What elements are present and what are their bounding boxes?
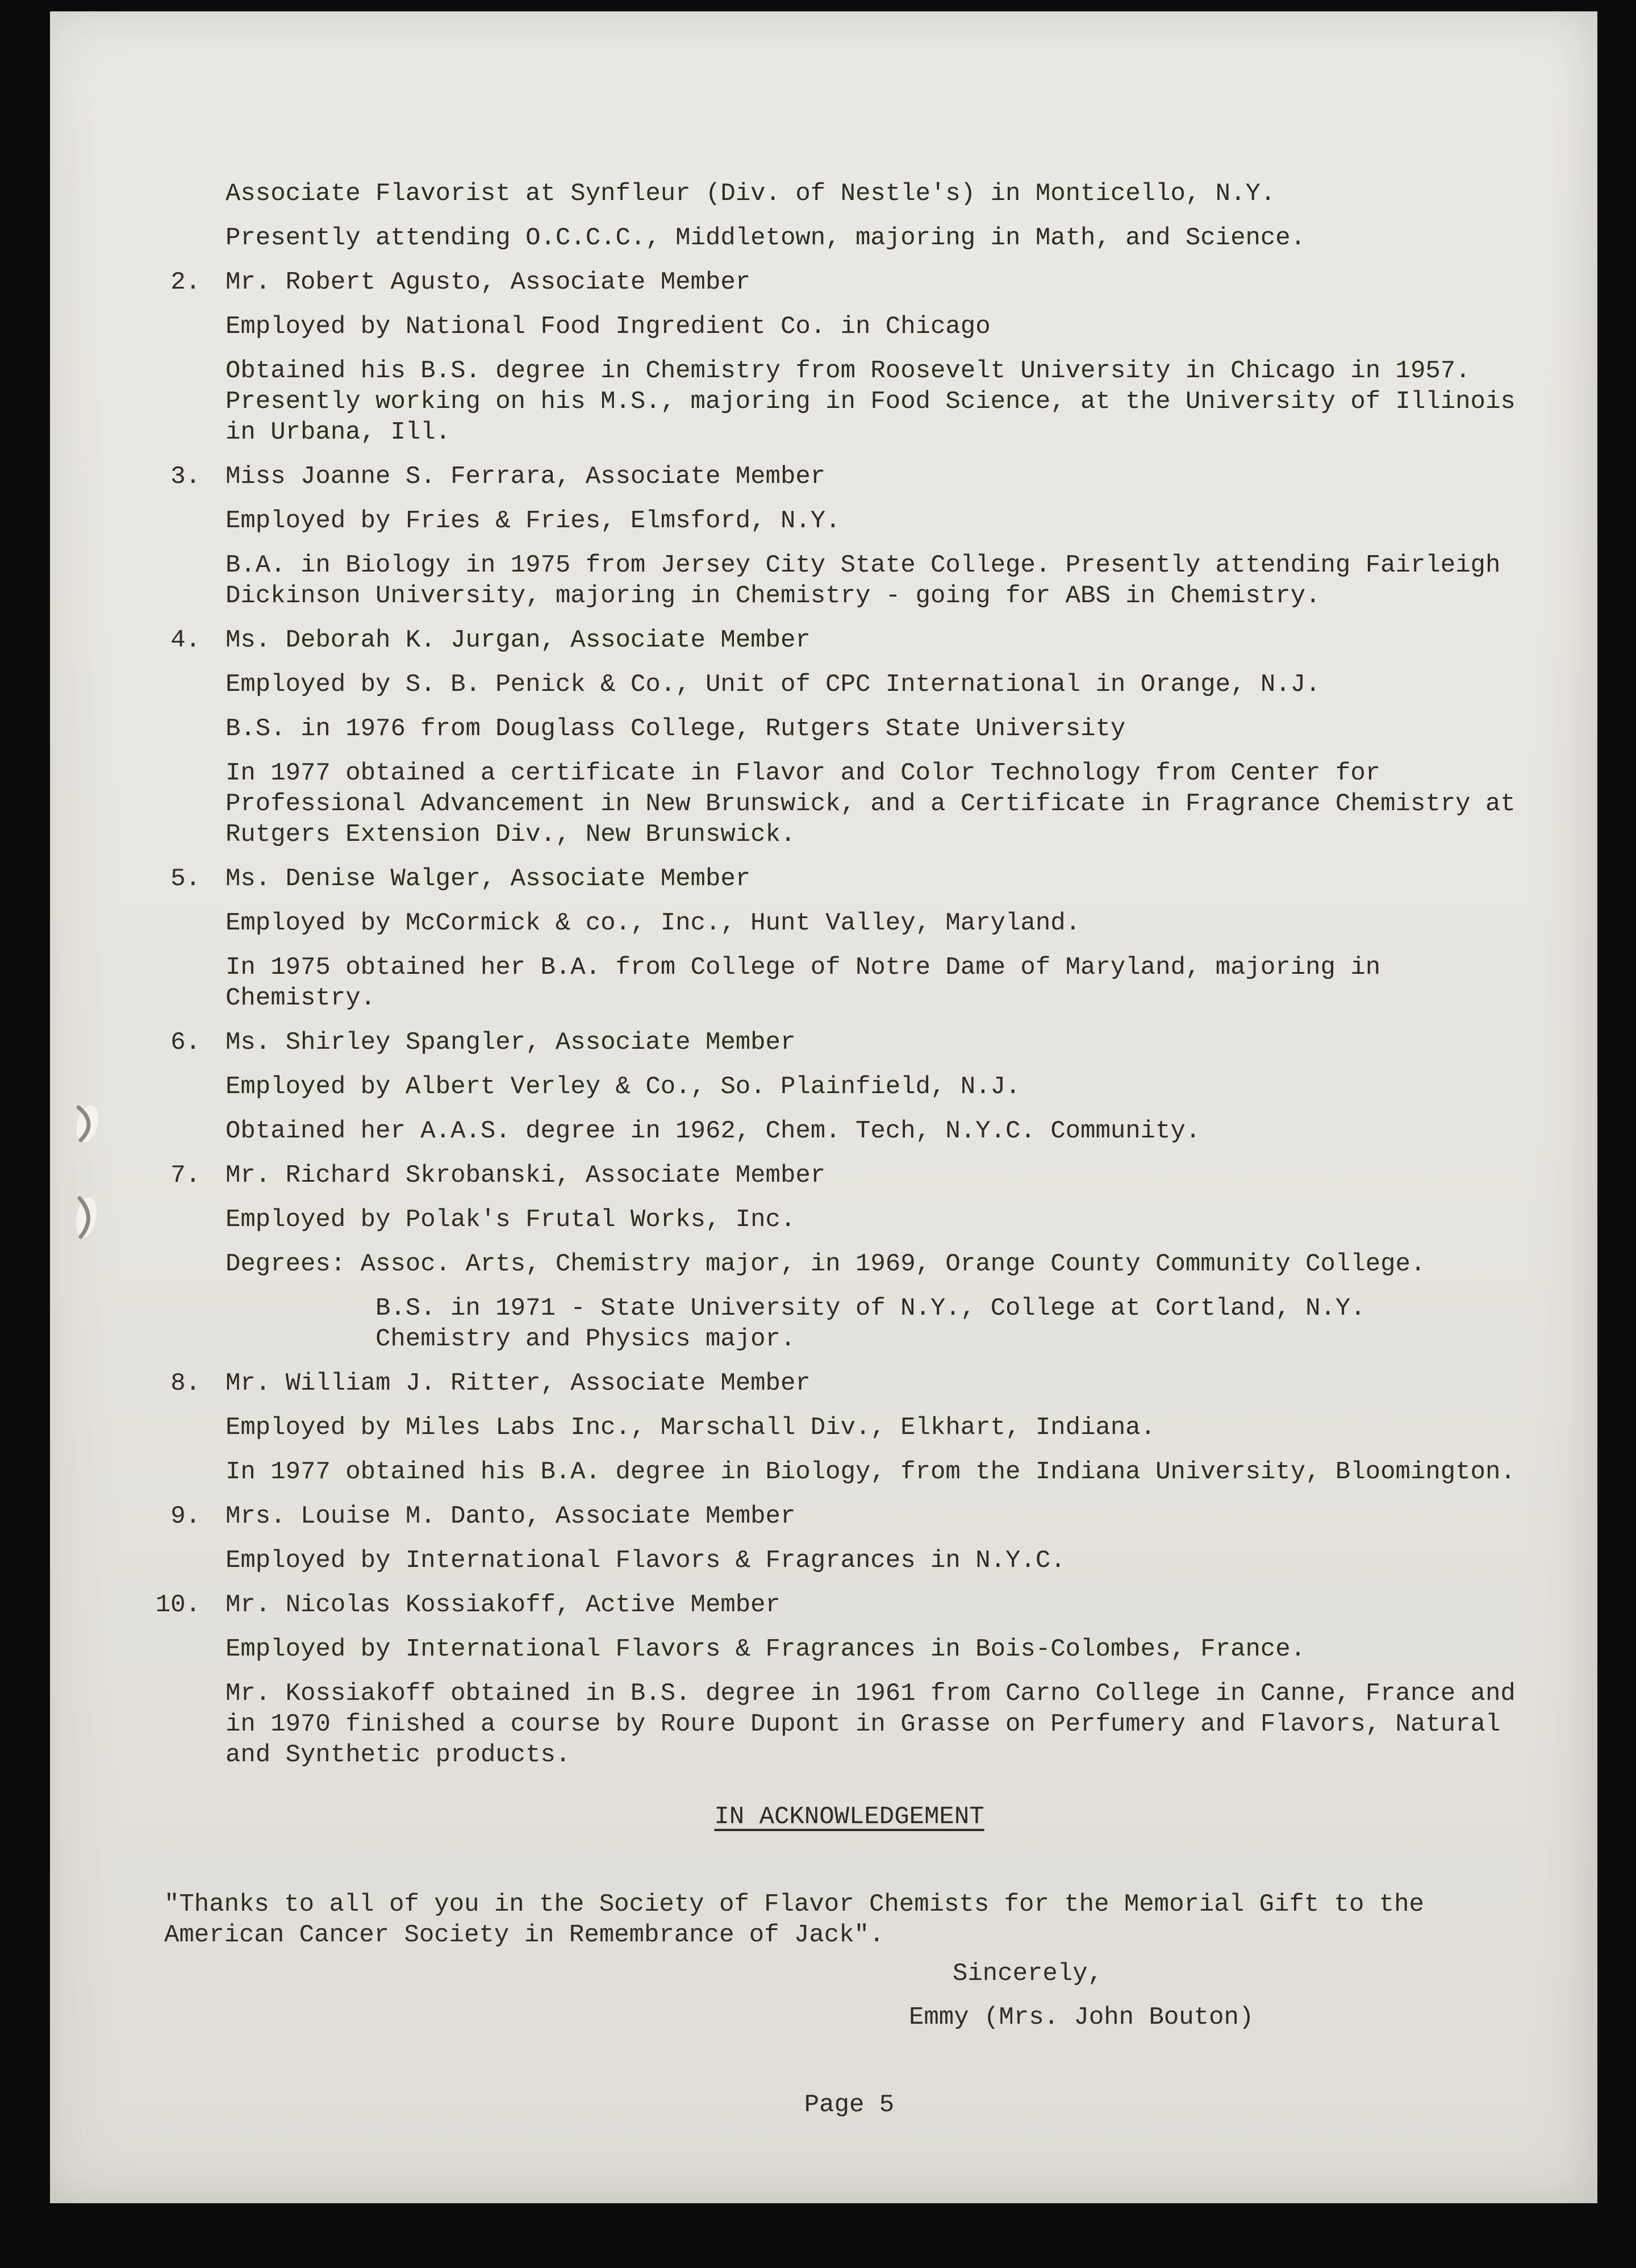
member-name-line: Mrs. Louise M. Danto, Associate Member	[226, 1502, 796, 1531]
member-number: 3.	[170, 462, 201, 491]
member-entry	[155, 1590, 1534, 1770]
member-paragraph: Employed by National Food Ingredient Co. in Chicago	[226, 312, 991, 341]
member-paragraph: B.S. in 1971 - State University of N.Y., College at Cortland, N.Y.	[375, 1294, 1366, 1323]
member-paragraph: In 1977 obtained his B.A. degree in Biology, from the Indiana University, Bloomington.	[226, 1458, 1516, 1486]
member-paragraph: Employed by McCormick & co., Inc., Hunt Valley, Maryland.	[226, 909, 1081, 937]
member-paragraph: Degrees: Assoc. Arts, Chemistry major, in 1969, Orange County Community College.	[226, 1250, 1426, 1278]
member-paragraph: B.A. in Biology in 1975 from Jersey City State College. Presently attending Fairleigh Dickinson University, majoring in Chemistry - going for ABS in Chemistry.	[226, 551, 1501, 610]
member-name-line: Mr. Richard Skrobanski, Associate Member	[226, 1161, 826, 1190]
member-paragraph: B.S. in 1976 from Douglass College, Rutgers State University	[226, 715, 1126, 743]
member-number: 4.	[170, 626, 201, 654]
member-entry	[170, 625, 1534, 850]
continuation-line: Presently attending O.C.C.C., Middletown, majoring in Math, and Science.	[226, 224, 1306, 252]
member-paragraph: In 1977 obtained a certificate in Flavor and Color Technology from Center for Professional Advancement in New Brunswick, and a Certificate in Fragrance Chemistry at Rutgers Extension Div., New Brunswick.	[226, 759, 1516, 849]
continuation-block	[226, 178, 1534, 253]
member-number: 5.	[170, 865, 201, 893]
member-paragraph: Employed by Albert Verley & Co., So. Plainfield, N.J.	[226, 1073, 1021, 1101]
acknowledgement-body: "Thanks to all of you in the Society of Flavor Chemists for the Memorial Gift to the American Cancer Society in Remembrance of Jack".	[164, 1890, 1424, 1949]
signoff-text: Sincerely,	[953, 1960, 1103, 1988]
member-entry	[170, 1027, 1534, 1146]
member-paragraph: Employed by Polak's Frutal Works, Inc.	[226, 1206, 796, 1234]
page-content	[155, 178, 1534, 2134]
member-name-line: Ms. Deborah K. Jurgan, Associate Member	[226, 626, 811, 654]
member-entry	[170, 1501, 1534, 1576]
member-name-line: Mr. William J. Ritter, Associate Member	[226, 1369, 811, 1398]
continuation-line: Associate Flavorist at Synfleur (Div. of Nestle's) in Monticello, N.Y.	[226, 180, 1276, 208]
member-number: 7.	[170, 1161, 201, 1190]
member-paragraph: Employed by International Flavors & Fragrances in Bois-Colombes, France.	[226, 1635, 1306, 1664]
member-paragraph: In 1975 obtained her B.A. from College of Notre Dame of Maryland, majoring in Chemistry.	[226, 953, 1381, 1012]
member-paragraph: Mr. Kossiakoff obtained in B.S. degree in 1961 from Carno College in Canne, France and in 1970 finished a course by Roure Dupont in Grasse on Perfumery and Flavors, Natural and Synthetic products.	[226, 1679, 1516, 1769]
acknowledgement-section	[164, 1802, 1534, 2120]
member-entry	[170, 1368, 1534, 1487]
member-number: 10.	[155, 1591, 201, 1619]
member-paragraph: Employed by S. B. Penick & Co., Unit of CPC International in Orange, N.J.	[226, 670, 1321, 699]
member-entry	[170, 1160, 1534, 1354]
document-page	[50, 11, 1597, 2203]
page-number: Page 5	[804, 2091, 895, 2119]
member-entry	[170, 461, 1534, 611]
member-name-line: Ms. Shirley Spangler, Associate Member	[226, 1028, 796, 1057]
member-number: 8.	[170, 1369, 201, 1398]
staple-hole-top	[61, 1099, 116, 1148]
staple-hole-bottom	[61, 1190, 116, 1245]
member-paragraph: Employed by Miles Labs Inc., Marschall Div., Elkhart, Indiana.	[226, 1414, 1156, 1442]
acknowledgement-heading: IN ACKNOWLEDGEMENT	[714, 1803, 984, 1831]
member-name-line: Miss Joanne S. Ferrara, Associate Member	[226, 462, 826, 491]
member-entry	[170, 864, 1534, 1014]
member-name-line: Mr. Robert Agusto, Associate Member	[226, 268, 751, 297]
member-number: 2.	[170, 268, 201, 297]
member-number: 6.	[170, 1028, 201, 1057]
member-paragraph: Chemistry and Physics major.	[375, 1325, 796, 1353]
member-paragraph: Employed by International Flavors & Fragrances in N.Y.C.	[226, 1546, 1066, 1575]
member-name-line: Ms. Denise Walger, Associate Member	[226, 865, 751, 893]
member-entry	[170, 267, 1534, 448]
member-paragraph: Obtained his B.S. degree in Chemistry from Roosevelt University in Chicago in 1957. Presently working on his M.S., majoring in Food Science, at the University of Illinois in Urbana, Ill.	[226, 357, 1516, 447]
signature-text: Emmy (Mrs. John Bouton)	[909, 2003, 1254, 2032]
member-paragraph: Employed by Fries & Fries, Elmsford, N.Y.	[226, 507, 841, 535]
member-paragraph: Obtained her A.A.S. degree in 1962, Chem. Tech, N.Y.C. Community.	[226, 1117, 1201, 1145]
member-name-line: Mr. Nicolas Kossiakoff, Active Member	[226, 1591, 781, 1619]
member-number: 9.	[170, 1502, 201, 1531]
